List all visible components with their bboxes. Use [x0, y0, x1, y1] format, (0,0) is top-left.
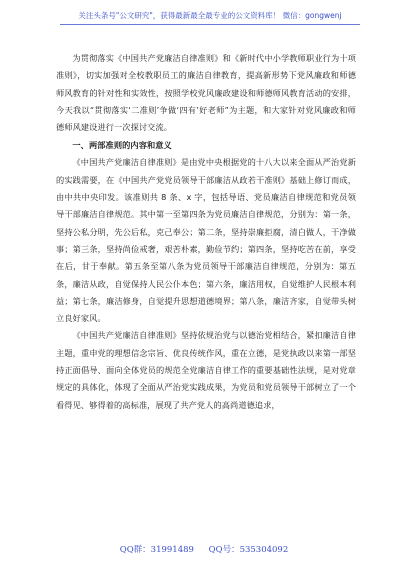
document-body — [56, 50, 356, 414]
paragraph-1: 《中国共产党廉洁自律准则》是由党中央根据党的十八大以来全面从严治党新的实践需要，在《中国共产党党员领导干部廉洁从政若干准则》基础上修订而成，由中共中央印发。该准则共 8 条、x 字，包括导语、党员廉洁自律规范和党员领导干部廉洁自律规范。其中第一至第四条为党员廉洁自律规范，分别为：第一条，坚持公私分明，先公后私，克己奉公；第二条，坚持崇廉拒腐，清白做人，干净做事；第三条，坚持尚俭戒奢，艰苦朴素，勤俭节约；第四条，坚持吃苦在前，享受在后，甘于奉献。第五条至第八条为党员领导干部廉洁自律规范，分别为：第五条，廉洁从政，自觉保持人民公仆本色；第六条，廉洁用权，自觉维护人民根本利益；第七条，廉洁修身，自觉提升思想道德境界；第八条，廉洁齐家，自觉带头树立良好家风。 — [56, 157, 356, 324]
page-footer — [0, 543, 408, 555]
qq-group-text: QQ群：31991489 — [119, 545, 194, 555]
page-header: 关注头条号"公文研究"，获得最新最全最专业的公文资料库！ 微信：gongwenj — [60, 10, 360, 25]
qq-number-text: QQ号：535304092 — [208, 545, 289, 555]
section-heading: 一、两部准则的内容和意义 — [72, 140, 172, 151]
intro-paragraph: 为贯彻落实《中国共产党廉洁自律准则》和《新时代中小学教师职业行为十项准则》，切实加强对全校教职员工的廉洁自律教育，提高新形势下党风廉政和师德师风教育的针对性和实效性，按照学校党风廉政建设和师德师风教育活动的安排，今天我以“贯彻落实‘二准则’争做‘四有’好老师”为主题，和大家针对党风廉政和师德师风建设进行一次探讨交流。 — [56, 53, 356, 133]
paragraph-2: 《中国共产党廉洁自律准则》坚持依规治党与以德治党相结合，紧扣廉洁自律主题，重申党的理想信念宗旨、优良传统作风，重在立德，是党执政以来第一部坚持正面倡导、面向全体党员的规范全党廉洁自律工作的重要基础性法规，是对党章规定的具体化，体现了全面从严治党实践成果，为党员和党员领导干部树立了一个看得见、够得着的高标准，展现了共产党人的高尚道德追求， — [56, 330, 356, 410]
